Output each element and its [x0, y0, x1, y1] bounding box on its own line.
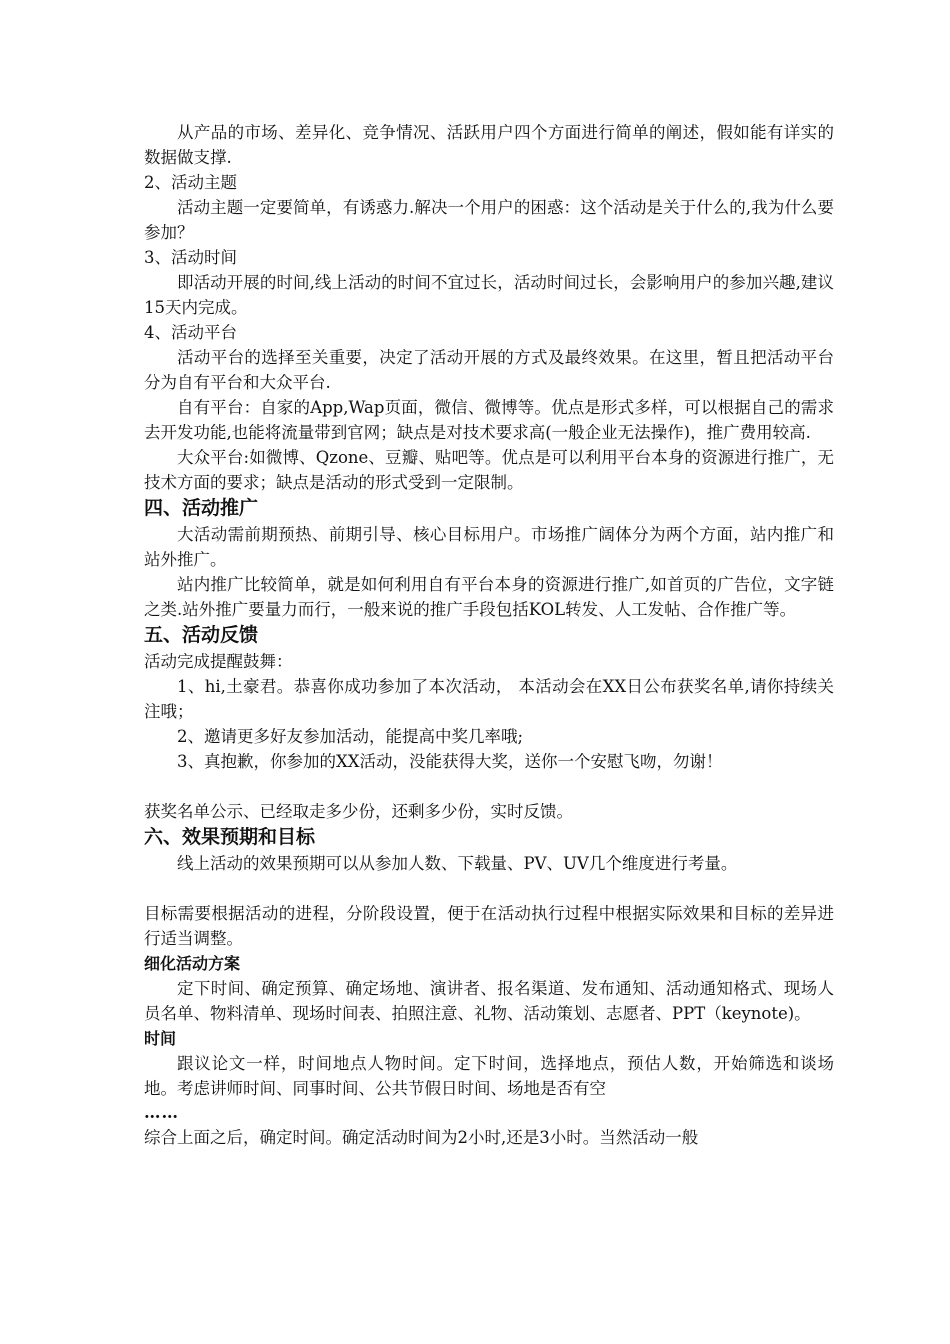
subheading-theme: 2、活动主题 — [144, 173, 237, 192]
last-paragraph: 综合上面之后，确定时间。确定活动时间为2小时,还是3小时。当然活动一般 — [144, 1128, 699, 1147]
schedule-paragraph: 跟议论文一样，时间地点人物时间。定下时间，选择地点，预估人数，开始筛选和谈场地。考虑讲师时间、同事时间、公共节假日时间、场地是否有空 — [144, 1054, 834, 1098]
subheading-platform: 4、活动平台 — [144, 323, 237, 342]
platform-paragraph-1: 活动平台的选择至关重要，决定了活动开展的方式及最终效果。在这里，暂且把活动平台分为自有平台和大众平台. — [144, 348, 834, 392]
platform-paragraph-2: 自有平台：自家的App,Wap页面，微信、微博等。优点是形式多样，可以根据自己的需求去开发功能,也能将流量带到官网；缺点是对技术要求高(一般企业无法操作)，推广费用较高. — [144, 398, 834, 442]
document-page — [144, 120, 834, 1150]
feedback-intro: 活动完成提醒鼓舞： — [144, 652, 293, 671]
promotion-paragraph-2: 站内推广比较简单，就是如何利用自有平台本身的资源进行推广,如首页的广告位，文字链之类.站外推广要量力而行，一般来说的推广手段包括KOL转发、人工发帖、合作推广等。 — [144, 575, 834, 619]
theme-paragraph: 活动主题一定要简单，有诱惑力.解决一个用户的困惑：这个活动是关于什么的,我为什么要参加？ — [144, 198, 834, 242]
time-paragraph: 即活动开展的时间,线上活动的时间不宜过长，活动时间过长，会影响用户的参加兴趣,建议15天内完成。 — [144, 273, 834, 317]
goals-paragraph-1: 线上活动的效果预期可以从参加人数、下载量、PV、UV几个维度进行考量。 — [177, 854, 738, 873]
subheading-time: 3、活动时间 — [144, 248, 237, 267]
heading-detail-plan: 细化活动方案 — [144, 954, 241, 973]
blank-line — [144, 876, 834, 901]
ellipsis: …… — [144, 1103, 179, 1122]
platform-paragraph-3: 大众平台:如微博、Qzone、豆瓣、贴吧等。优点是可以利用平台本身的资源进行推广，无技术方面的要求；缺点是活动的形式受到一定限制。 — [144, 448, 834, 492]
feedback-item-3: 3、真抱歉，你参加的XX活动，没能获得大奖，送你一个安慰飞吻，勿谢！ — [177, 752, 723, 771]
goals-paragraph-2: 目标需要根据活动的进程，分阶段设置，便于在活动执行过程中根据实际效果和目标的差异进行适当调整。 — [144, 904, 834, 948]
promotion-paragraph-1: 大活动需前期预热、前期引导、核心目标用户。市场推广阔体分为两个方面，站内推广和站外推广。 — [144, 525, 834, 569]
section-heading-goals: 六、效果预期和目标 — [144, 826, 316, 848]
section-heading-promotion: 四、活动推广 — [144, 497, 259, 519]
intro-paragraph: 从产品的市场、差异化、竞争情况、活跃用户四个方面进行简单的阐述，假如能有详实的数据做支撑. — [144, 123, 834, 167]
heading-schedule: 时间 — [144, 1029, 177, 1048]
feedback-item-2: 2、邀请更多好友参加活动，能提高中奖几率哦; — [177, 727, 524, 746]
feedback-item-1: 1、hi,土豪君。恭喜你成功参加了本次活动， 本活动会在XX日公布获奖名单,请你持续关注哦； — [144, 677, 834, 721]
feedback-summary: 获奖名单公示、已经取走多少份，还剩多少份，实时反馈。 — [144, 802, 573, 821]
detail-plan-paragraph: 定下时间、确定预算、确定场地、演讲者、报名渠道、发布通知、活动通知格式、现场人员名单、物料清单、现场时间表、拍照注意、礼物、活动策划、志愿者、PPT（keynote)。 — [144, 979, 834, 1023]
blank-line — [144, 774, 834, 799]
section-heading-feedback: 五、活动反馈 — [144, 624, 259, 646]
